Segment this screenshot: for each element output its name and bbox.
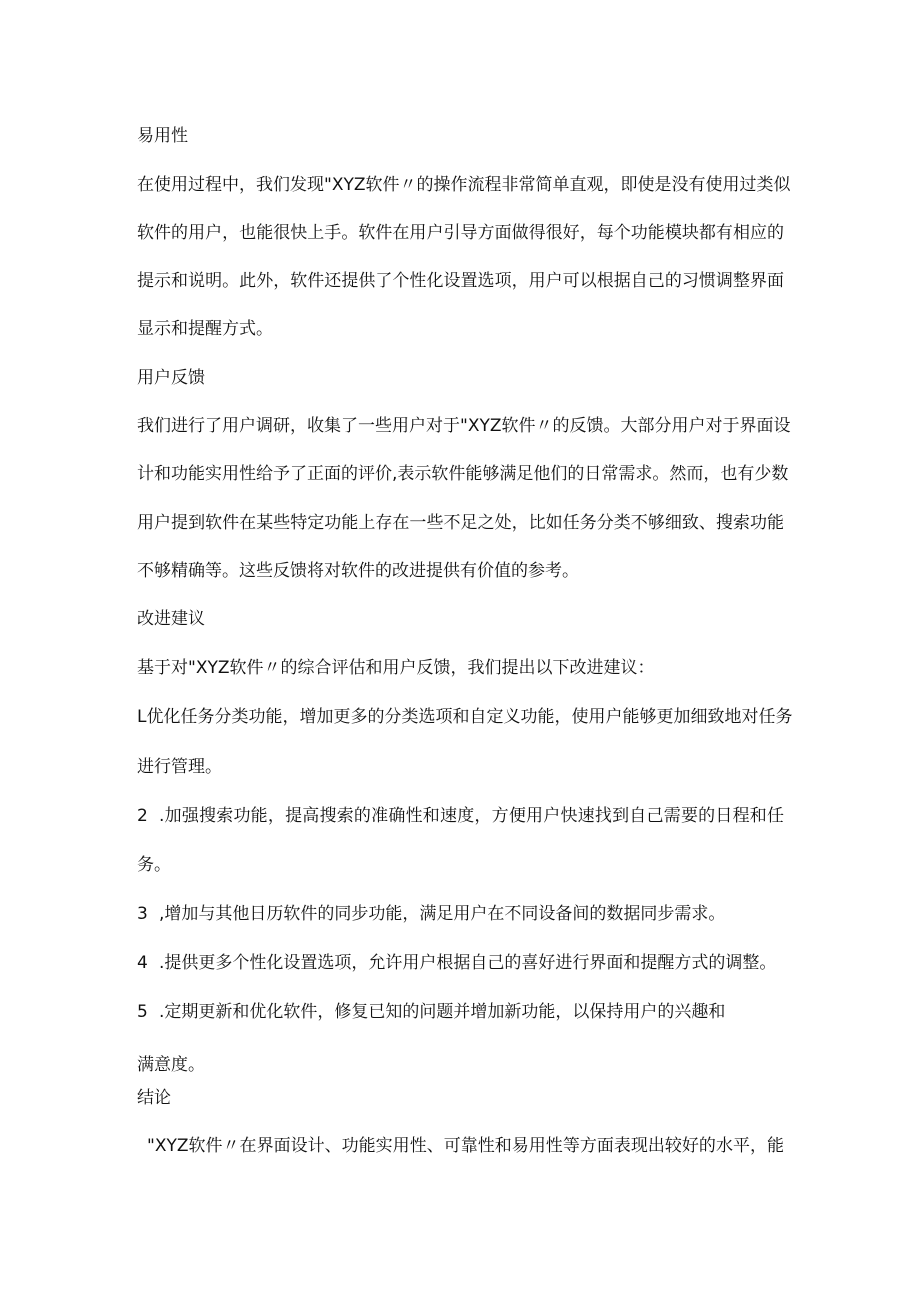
heading-suggestions: 改进建议 — [137, 609, 205, 629]
list-text: .定期更新和优化软件，修复已知的问题并增加新功能，以保持用户的兴趣和 — [159, 1002, 726, 1022]
list-text: .加强搜索功能，提高搜索的准确性和速度，方便用户快速找到自己需要的日程和任 — [159, 806, 784, 826]
heading-feedback: 用户反馈 — [137, 368, 205, 388]
paragraph-line: 提示和说明。此外，软件还提供了个性化设置选项，用户可以根据自己的习惯调整界面 — [137, 271, 784, 291]
suggestion-item-5-cont: 满意度。 — [137, 1055, 205, 1075]
suggestion-item-2 — [137, 804, 784, 828]
suggestion-item-5 — [137, 1000, 725, 1024]
paragraph-line: 用户提到软件在某些特定功能上存在一些不足之处，比如任务分类不够细致、搜索功能 — [137, 513, 784, 533]
list-text: ,增加与其他日历软件的同步功能，满足用户在不同设备间的数据同步需求。 — [159, 904, 726, 924]
heading-usability: 易用性 — [137, 126, 188, 146]
conclusion-line: "XYZ软件〃在界面设计、功能实用性、可靠性和易用性等方面表现出较好的水平，能 — [147, 1136, 784, 1156]
suggestion-item-1-cont: 进行管理。 — [137, 757, 222, 777]
list-text: .提供更多个性化设置选项，允许用户根据自己的喜好进行界面和提醒方式的调整。 — [159, 953, 777, 973]
paragraph-line: 显示和提醒方式。 — [137, 319, 273, 339]
paragraph-line: 不够精确等。这些反馈将对软件的改进提供有价值的参考。 — [137, 561, 579, 581]
suggestion-item-2-cont: 务。 — [137, 855, 171, 875]
list-number: 2 — [137, 806, 148, 826]
list-number: 4 — [137, 953, 148, 973]
suggestion-item-3 — [137, 902, 725, 926]
paragraph-line: 我们进行了用户调研，收集了一些用户对于"XYZ软件〃的反馈。大部分用户对于界面设 — [137, 416, 791, 436]
paragraph-line: 软件的用户，也能很快上手。软件在用户引导方面做得很好，每个功能模块都有相应的 — [137, 223, 784, 243]
list-number: 5 — [137, 1002, 148, 1022]
suggestion-item-4 — [137, 951, 776, 975]
suggestion-item-1: L优化任务分类功能，增加更多的分类选项和自定义功能，使用户能够更加细致地对任务 — [137, 707, 793, 727]
suggestions-intro: 基于对"XYZ软件〃的综合评估和用户反馈，我们提出以下改进建议： — [137, 658, 655, 678]
list-number: 3 — [137, 904, 148, 924]
heading-conclusion: 结论 — [137, 1088, 171, 1108]
paragraph-line: 在使用过程中，我们发现"XYZ软件〃的操作流程非常简单直观，即使是没有使用过类似 — [137, 175, 791, 195]
paragraph-line: 计和功能实用性给予了正面的评价,表示软件能够满足他们的日常需求。然而，也有少数 — [137, 464, 789, 484]
